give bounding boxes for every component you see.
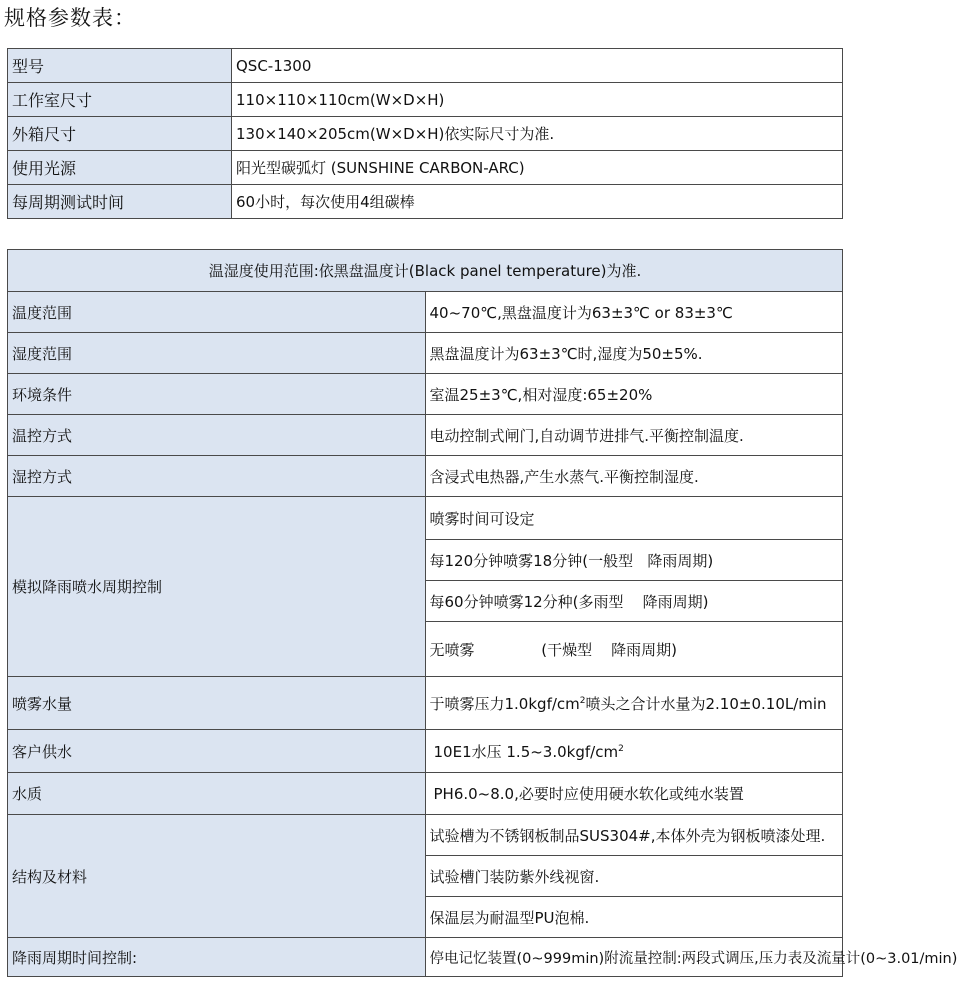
spray-cycle-item: 喷雾时间可设定 <box>425 497 843 540</box>
spec-value: QSC-1300 <box>232 49 843 83</box>
spec-value: 40~70℃,黑盘温度计为63±3℃ or 83±3℃ <box>425 292 843 333</box>
spray-cycle-item: 每120分钟喷雾18分钟(一般型 降雨周期) <box>425 540 843 581</box>
table-header-row <box>8 250 843 292</box>
spec-label: 每周期测试时间 <box>8 185 232 219</box>
table-row <box>8 497 843 540</box>
spec-value: 阳光型碳弧灯 (SUNSHINE CARBON-ARC) <box>232 151 843 185</box>
page-title: 规格参数表： <box>4 6 136 30</box>
table-row <box>8 117 843 151</box>
spec-label: 降雨周期时间控制: <box>8 938 426 977</box>
spec-label: 湿控方式 <box>8 456 426 497</box>
superscript: 2 <box>579 695 586 706</box>
spec-value: 黑盘温度计为63±3℃时,湿度为50±5%. <box>425 333 843 374</box>
basic-spec-table <box>7 48 843 219</box>
spec-value: 含浸式电热器,产生水蒸气.平衡控制湿度. <box>425 456 843 497</box>
spec-label: 喷雾水量 <box>8 677 426 730</box>
spec-value: 室温25±3℃,相对湿度:65±20% <box>425 374 843 415</box>
structure-item: 保温层为耐温型PU泡棉. <box>425 897 843 938</box>
table-row <box>8 415 843 456</box>
spec-label: 水质 <box>8 773 426 815</box>
table-row <box>8 374 843 415</box>
table-row <box>8 49 843 83</box>
spec-label: 外箱尺寸 <box>8 117 232 151</box>
spec-value: 60小时，每次使用4组碳棒 <box>232 185 843 219</box>
table-row <box>8 730 843 773</box>
spray-cycle-label: 模拟降雨喷水周期控制 <box>8 497 426 677</box>
spec-label: 客户供水 <box>8 730 426 773</box>
spray-cycle-item: 每60分钟喷雾12分种(多雨型 降雨周期) <box>425 581 843 622</box>
structure-label: 结构及材料 <box>8 815 426 938</box>
spec-label: 湿度范围 <box>8 333 426 374</box>
spec-label: 工作室尺寸 <box>8 83 232 117</box>
table-row <box>8 185 843 219</box>
structure-item: 试验槽为不锈钢板制品SUS304#,本体外壳为钢板喷漆处理. <box>425 815 843 856</box>
superscript: 2 <box>618 743 624 754</box>
table-row <box>8 333 843 374</box>
spray-volume-text: 于喷雾压力1.0kgf/cm <box>429 694 580 713</box>
range-header: 温湿度使用范围:依黑盘温度计(Black panel temperature)为准. <box>8 250 843 292</box>
table-row <box>8 677 843 730</box>
spec-label: 使用光源 <box>8 151 232 185</box>
spec-label: 温度范围 <box>8 292 426 333</box>
table-row <box>8 938 843 977</box>
table-row <box>8 151 843 185</box>
spec-label: 环境条件 <box>8 374 426 415</box>
spec-label: 温控方式 <box>8 415 426 456</box>
water-supply-text: 10E1水压 1.5~3.0kgf/cm <box>433 742 619 761</box>
spec-value: PH6.0~8.0,必要时应使用硬水软化或纯水装置 <box>425 773 843 815</box>
condition-spec-table <box>7 249 957 977</box>
spray-cycle-item: 无喷雾 (干燥型 降雨周期) <box>425 622 843 677</box>
spec-value: 停电记忆装置(0~999min)附流量控制:两段式调压,压力表及流量计(0~3.01/min) <box>425 938 843 977</box>
table-row <box>8 815 843 856</box>
spec-label: 型号 <box>8 49 232 83</box>
spec-value: 110×110×110cm(W×D×H) <box>232 83 843 117</box>
table-row <box>8 773 843 815</box>
spray-volume-text: 喷头之合计水量为2.10±0.10L/min <box>585 694 827 713</box>
structure-item: 试验槽门装防紫外线视窗. <box>425 856 843 897</box>
spec-value <box>425 677 843 730</box>
table-row <box>8 456 843 497</box>
table-row <box>8 292 843 333</box>
table-row <box>8 83 843 117</box>
spec-value <box>425 730 843 773</box>
spec-value: 130×140×205cm(W×D×H)依实际尺寸为准. <box>232 117 843 151</box>
spec-value: 电动控制式闸门,自动调节进排气.平衡控制温度. <box>425 415 843 456</box>
